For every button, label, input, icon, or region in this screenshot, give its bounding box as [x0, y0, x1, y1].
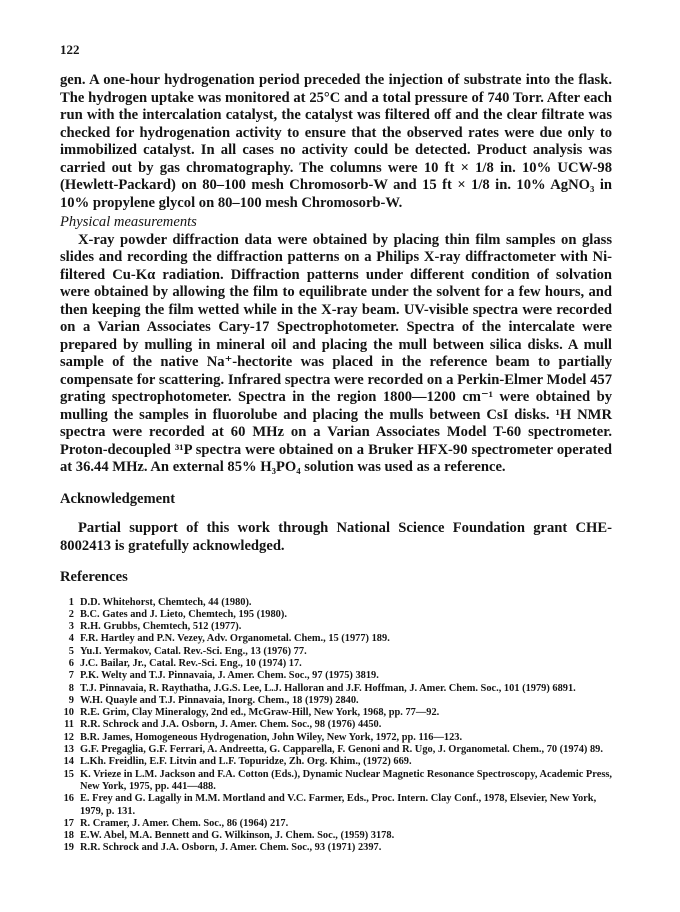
reference-number: 9	[68, 694, 74, 706]
reference-item	[60, 658, 612, 670]
reference-number: 13	[63, 744, 74, 756]
reference-item	[60, 793, 612, 818]
reference-item	[60, 744, 612, 756]
reference-item	[60, 633, 612, 645]
reference-text: R.R. Schrock and J.A. Osborn, J. Amer. Chem. Soc., 98 (1976) 4450.	[80, 719, 382, 731]
reference-text: R. Cramer, J. Amer. Chem. Soc., 86 (1964) 217.	[80, 817, 289, 829]
reference-text: J.C. Bailar, Jr., Catal. Rev.-Sci. Eng., 10 (1974) 17.	[80, 657, 302, 669]
page-number: 122	[60, 42, 80, 57]
reference-item	[60, 732, 612, 744]
reference-number: 2	[68, 608, 74, 620]
reference-text: B.C. Gates and J. Lieto, Chemtech, 195 (1980).	[80, 608, 287, 620]
reference-text: G.F. Pregaglia, G.F. Ferrari, A. Andreetta, G. Capparella, F. Genoni and R. Ugo, J. Organometal. Chem., 70 (1974) 89.	[80, 744, 603, 756]
acknowledgement-heading: Acknowledgement	[60, 490, 176, 507]
reference-item	[60, 818, 612, 830]
references-heading: References	[60, 569, 128, 585]
reference-text: F.R. Hartley and P.N. Vezey, Adv. Organometal. Chem., 15 (1977) 189.	[80, 633, 390, 645]
reference-number: 11	[64, 719, 74, 731]
reference-text: W.H. Quayle and T.J. Pinnavaia, Inorg. Chem., 18 (1979) 2840.	[80, 694, 359, 706]
reference-item	[60, 842, 612, 854]
reference-text: L.Kh. Freidlin, E.F. Litvin and L.F. Topuridze, Zh. Org. Khim., (1972) 669.	[80, 756, 412, 768]
reference-number: 3	[68, 621, 74, 633]
reference-text: K. Vrieze in L.M. Jackson and F.A. Cotton (Eds.), Dynamic Nuclear Magnetic Resonance Spectroscopy, Academic Press, New York, 1975, pp. 441—488.	[80, 768, 613, 792]
reference-item	[60, 621, 612, 633]
reference-text: E. Frey and G. Lagally in M.M. Mortland and V.C. Farmer, Eds., Proc. Intern. Clay Conf., 1978, Elsevier, New York, 1979, p. 131.	[80, 793, 597, 817]
reference-number: 19	[63, 842, 74, 854]
reference-text: E.W. Abel, M.A. Bennett and G. Wilkinson, J. Chem. Soc., (1959) 3178.	[80, 830, 395, 842]
reference-text: T.J. Pinnavaia, R. Raythatha, J.G.S. Lee, L.J. Halloran and J.F. Hoffman, J. Amer. Chem. Soc., 101 (1979) 6891.	[80, 682, 576, 694]
reference-item	[60, 670, 612, 682]
physical-measurements-heading: Physical measurements	[60, 214, 197, 230]
reference-number: 5	[68, 645, 74, 657]
reference-number: 4	[68, 633, 74, 645]
acknowledgement-paragraph: Partial support of this work through National Science Foundation grant CHE-8002413 is gratefully acknowledged.	[60, 520, 612, 554]
reference-number: 7	[68, 670, 74, 682]
reference-item	[60, 646, 612, 658]
references-list	[60, 597, 612, 855]
reference-item	[60, 609, 612, 621]
intro-paragraph: gen. A one-hour hydrogenation period preceded the injection of substrate into the flask. The hydrogen uptake was monitored at 25°C and a total pressure of 740 Torr. After each run with the intercalation catalyst, the catalyst was filtered off and the clear filtrate was checked for hydrogenation activity to ensure that the observed rates were due only to immobilized catalyst. In all cases no activity could be detected. Product analysis was carried out by gas chromatography. The columns were 10 ft × 1/8 in. 10% UCW-98 (Hewlett-Packard) on 80–100 mesh Chromosorb-W and 15 ft × 1/8 in. 10% AgNO₃ in 10% propylene glycol on 80–100 mesh Chromosorb-W.	[60, 72, 612, 211]
reference-item	[60, 683, 612, 695]
reference-text: D.D. Whitehorst, Chemtech, 44 (1980).	[80, 596, 252, 608]
reference-number: 15	[63, 768, 74, 780]
reference-item	[60, 597, 612, 609]
reference-text: Yu.I. Yermakov, Catal. Rev.-Sci. Eng., 13 (1976) 77.	[80, 645, 307, 657]
reference-text: P.K. Welty and T.J. Pinnavaia, J. Amer. Chem. Soc., 97 (1975) 3819.	[80, 670, 379, 682]
reference-number: 16	[63, 793, 74, 805]
reference-number: 8	[68, 682, 74, 694]
reference-text: R.R. Schrock and J.A. Osborn, J. Amer. Chem. Soc., 93 (1971) 2397.	[80, 842, 382, 854]
reference-number: 10	[63, 707, 74, 719]
reference-item	[60, 830, 612, 842]
reference-number: 14	[63, 756, 74, 768]
reference-number: 1	[68, 596, 74, 608]
reference-item	[60, 756, 612, 768]
reference-number: 12	[63, 731, 74, 743]
reference-number: 6	[68, 657, 74, 669]
reference-item	[60, 769, 612, 794]
reference-number: 18	[63, 830, 74, 842]
physical-measurements-paragraph: X-ray powder diffraction data were obtained by placing thin film samples on glass slides and recording the diffraction patterns on a Philips X-ray diffractometer with Ni-filtered Cu-Kα radiation. Diffraction patterns under different condition of solvation were obtained by allowing the film to equilibrate under the solvent for a few hours, and then keeping the film wetted while in the X-ray beam. UV-visible spectra were recorded on a Varian Associates Cary-17 Spectrophotometer. Spectra of the intercalate were prepared by mulling in mineral oil and placing the mull between silica disks. A mull sample of the native Na⁺-hectorite was placed in the reference beam to partially compensate for scattering. Infrared spectra were recorded on a Perkin-Elmer Model 457 grating spectrophotometer. Spectra in the region 1800—1200 cm⁻¹ were obtained by mulling the samples in fluorolube and placing the mulls between CsI disks. ¹H NMR spectra were recorded at 60 MHz on a Varian Associates Model T-60 spectrometer. Proton-decoupled ³¹P spectra were obtained on a Bruker HFX-90 spectrometer operated at 36.44 MHz. An external 85% H₃PO₄ solution was used as a reference.	[60, 231, 612, 475]
reference-text: B.R. James, Homogeneous Hydrogenation, John Wiley, New York, 1972, pp. 116—123.	[80, 731, 463, 743]
reference-number: 17	[63, 817, 74, 829]
reference-item	[60, 719, 612, 731]
reference-text: R.E. Grim, Clay Mineralogy, 2nd ed., McGraw-Hill, New York, 1968, pp. 77—92.	[80, 707, 440, 719]
reference-item	[60, 695, 612, 707]
page-content	[60, 72, 612, 855]
reference-item	[60, 707, 612, 719]
reference-text: R.H. Grubbs, Chemtech, 512 (1977).	[80, 621, 242, 633]
